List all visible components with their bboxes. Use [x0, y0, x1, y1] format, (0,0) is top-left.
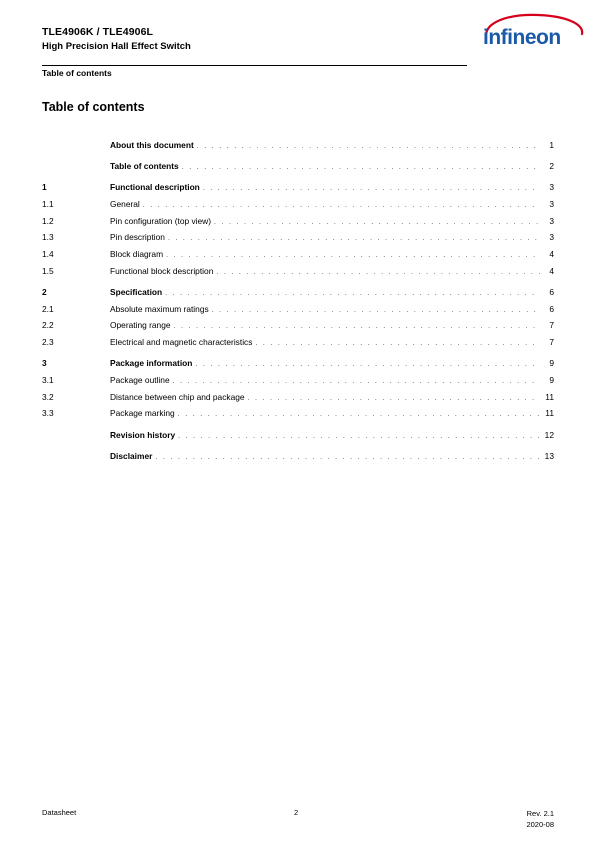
toc-entry-page: 1 — [549, 140, 554, 150]
revision-label: Rev. 2.1 — [526, 809, 554, 818]
toc-entry-page: 4 — [549, 249, 554, 260]
toc-entry-page: 7 — [549, 320, 554, 331]
toc-entry-title[interactable]: Functional block description — [110, 265, 214, 276]
toc-entry-page: 6 — [549, 303, 554, 314]
toc-entry-title[interactable]: About this document — [110, 140, 194, 150]
toc-entry[interactable] — [42, 337, 554, 354]
header-divider — [42, 65, 467, 66]
toc-entry-number: 1.1 — [42, 199, 54, 210]
toc-entry[interactable] — [42, 287, 554, 304]
toc-dot-leader — [214, 219, 540, 226]
toc-entry-title[interactable]: Pin configuration (top view) — [110, 215, 212, 226]
toc-entry[interactable] — [42, 182, 554, 199]
toc-entry-title[interactable]: Table of contents — [110, 161, 179, 172]
revision-date: 2020-08 — [526, 820, 554, 829]
toc-entry-page: 13 — [544, 450, 554, 461]
toc-entry-title[interactable]: General — [110, 199, 140, 210]
toc-dot-leader — [143, 202, 540, 209]
toc-entry-title[interactable]: Specification — [110, 287, 163, 297]
toc-entry-title[interactable]: Pin description — [110, 232, 165, 243]
infineon-logo — [478, 12, 588, 58]
toc-entry-title[interactable]: Functional description — [110, 182, 200, 193]
toc-entry[interactable] — [42, 304, 554, 321]
toc-entry[interactable] — [42, 392, 554, 409]
toc-entry-number: 2.2 — [42, 320, 54, 331]
toc-dot-leader — [166, 252, 540, 259]
toc-entry-title[interactable]: Revision history — [110, 429, 176, 440]
toc-entry[interactable] — [42, 320, 554, 337]
toc-dot-leader — [248, 395, 540, 402]
footer-document-type: Datasheet — [42, 808, 77, 817]
toc-dot-leader — [216, 269, 540, 276]
toc-entry-title[interactable]: Electrical and magnetic characteristics — [110, 337, 253, 348]
toc-entry[interactable] — [42, 249, 554, 266]
toc-entry-page: 11 — [545, 408, 554, 419]
toc-dot-leader — [197, 143, 540, 150]
toc-entry-page: 9 — [549, 358, 554, 369]
toc-entry-number: 3.3 — [42, 408, 54, 419]
toc-dot-leader — [203, 185, 540, 192]
toc-dot-leader — [174, 323, 540, 330]
toc-entry[interactable] — [42, 161, 554, 178]
toc-dot-leader — [212, 307, 540, 314]
toc-entry-page: 7 — [549, 337, 554, 348]
toc-entry-page: 4 — [549, 265, 554, 276]
document-title: TLE4906K / TLE4906L — [42, 26, 154, 38]
toc-entry[interactable] — [42, 451, 554, 468]
page-header — [42, 26, 467, 53]
toc-entry[interactable] — [42, 232, 554, 249]
toc-entry-page: 11 — [545, 391, 554, 402]
toc-entry-number: 1.4 — [42, 249, 54, 260]
toc-entry-number: 2 — [42, 287, 47, 297]
toc-dot-leader — [168, 235, 540, 242]
toc-dot-leader — [155, 454, 540, 461]
toc-entry-title[interactable]: Package outline — [110, 374, 170, 385]
toc-entry-page: 9 — [549, 374, 554, 385]
toc-entry-title[interactable]: Package marking — [110, 408, 175, 419]
toc-dot-leader — [195, 361, 540, 368]
footer-revision — [526, 808, 554, 830]
toc-entry-number: 1.5 — [42, 265, 54, 276]
toc-entry-number: 3.2 — [42, 391, 54, 402]
toc-entry-number: 3.1 — [42, 374, 54, 385]
toc-dot-leader — [165, 290, 540, 297]
toc-entry-number: 2.3 — [42, 337, 54, 348]
toc-entry[interactable] — [42, 358, 554, 375]
toc-dot-leader — [178, 411, 540, 418]
page-title: Table of contents — [42, 100, 145, 114]
running-section-label: Table of contents — [42, 68, 112, 78]
toc-entry-page: 3 — [549, 199, 554, 210]
toc-entry-title[interactable]: Operating range — [110, 320, 171, 331]
toc-entry[interactable] — [42, 216, 554, 233]
toc-entry-number: 2.1 — [42, 303, 54, 314]
toc-entry-number: 3 — [42, 358, 47, 369]
logo-wordmark: infineon — [483, 26, 561, 49]
toc-entry[interactable] — [42, 266, 554, 283]
page-number: 2 — [294, 808, 299, 817]
toc-dot-leader — [173, 378, 540, 385]
toc-entry-page: 3 — [549, 232, 554, 243]
toc-entry-page: 3 — [549, 215, 554, 226]
toc-entry-page: 12 — [544, 429, 554, 440]
toc-dot-leader — [178, 433, 540, 440]
toc-entry-page: 6 — [549, 287, 554, 297]
toc-dot-leader — [255, 340, 540, 347]
toc-entry-title[interactable]: Disclaimer — [110, 450, 153, 461]
document-subtitle: High Precision Hall Effect Switch — [42, 41, 191, 52]
toc-entry-title[interactable]: Absolute maximum ratings — [110, 303, 209, 314]
table-of-contents — [42, 140, 554, 467]
toc-entry-page: 3 — [549, 182, 554, 193]
toc-entry-title[interactable]: Distance between chip and package — [110, 391, 245, 402]
toc-dot-leader — [182, 164, 540, 171]
toc-entry-number: 1 — [42, 182, 47, 193]
toc-entry[interactable] — [42, 140, 554, 157]
toc-entry-page: 2 — [549, 161, 554, 172]
toc-entry-title[interactable]: Package information — [110, 358, 193, 369]
toc-entry[interactable] — [42, 199, 554, 216]
toc-entry-title[interactable]: Block diagram — [110, 249, 164, 260]
toc-entry[interactable] — [42, 408, 554, 425]
toc-entry[interactable] — [42, 375, 554, 392]
toc-entry-number: 1.2 — [42, 215, 54, 226]
toc-entry-number: 1.3 — [42, 232, 54, 243]
toc-entry[interactable] — [42, 430, 554, 447]
